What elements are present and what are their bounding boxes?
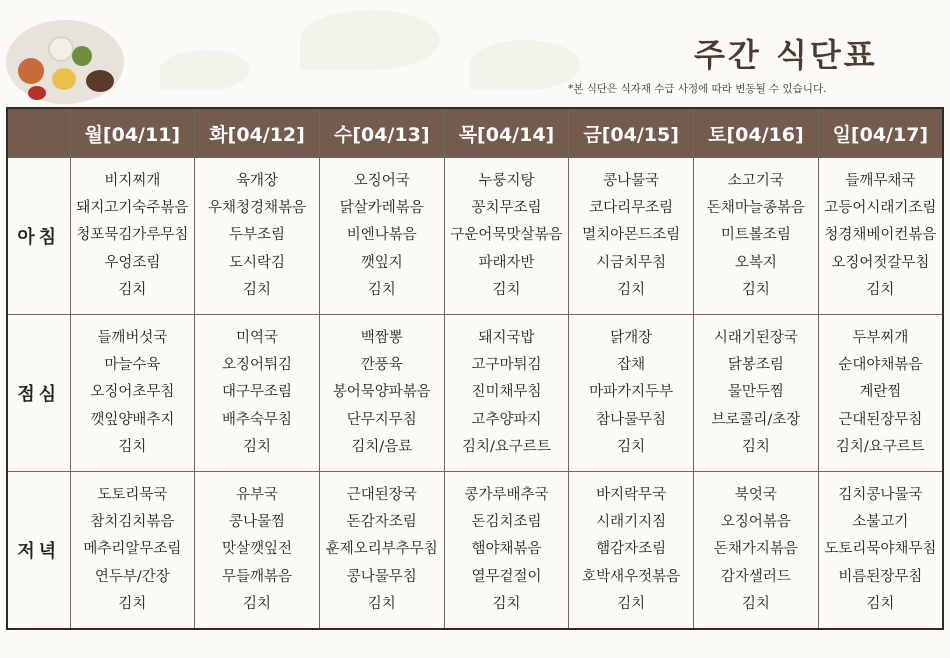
dish-icon [18, 58, 44, 84]
menu-item: 오징어볶음 [720, 514, 791, 531]
weekly-menu-table [6, 107, 944, 630]
menu-item: 오복지 [734, 254, 777, 271]
menu-item: 김치 [617, 438, 646, 455]
menu-item: 근대된장국 [346, 486, 417, 503]
menu-item: 누룽지탕 [478, 172, 535, 189]
menu-cell [818, 315, 943, 472]
meal-label: 점심 [7, 315, 70, 472]
menu-item: 김치 [367, 595, 396, 612]
menu-item: 유부국 [236, 486, 279, 503]
menu-item: 돈김치조림 [471, 514, 542, 531]
menu-item: 닭살카레볶음 [339, 200, 424, 217]
menu-item: 메추리알무조림 [83, 541, 182, 558]
meal-label: 저녁 [7, 472, 70, 630]
day-header: 월[04/11] [70, 108, 195, 158]
menu-item: 미트볼조림 [720, 227, 791, 244]
menu-item: 오징어국 [353, 172, 410, 189]
menu-item: 백짬뽕 [360, 329, 403, 346]
menu-item: 김치 [243, 438, 272, 455]
menu-item: 참나물무침 [596, 411, 667, 428]
menu-cell [70, 158, 195, 315]
menu-item: 들깨무채국 [845, 172, 916, 189]
menu-item: 맛살깻잎전 [222, 541, 293, 558]
menu-item: 봉어묵양파볶음 [332, 384, 431, 401]
menu-cell [694, 158, 819, 315]
menu-item: 도토리묵야채무침 [824, 541, 937, 558]
dish-icon [52, 68, 76, 90]
menu-item: 도토리묵국 [97, 486, 168, 503]
menu-item: 멸치아몬드조림 [582, 227, 681, 244]
menu-item: 김치/요구르트 [835, 438, 925, 455]
menu-item: 햄감자조림 [596, 541, 667, 558]
menu-item: 김치 [741, 595, 770, 612]
menu-item: 훈제오리부추무침 [325, 541, 438, 558]
menu-item: 콩나물찜 [229, 514, 286, 531]
menu-cell [569, 315, 694, 472]
menu-cell [319, 158, 444, 315]
menu-item: 비름된장무침 [838, 568, 923, 585]
menu-item: 브로콜리/초장 [711, 411, 801, 428]
menu-item: 김치 [367, 281, 396, 298]
menu-item: 우채청경채볶음 [208, 200, 307, 217]
menu-item: 오징어초무침 [90, 384, 175, 401]
dish-icon [28, 86, 46, 100]
menu-item: 마파가지두부 [589, 384, 674, 401]
menu-item: 육개장 [236, 172, 279, 189]
menu-item: 깐풍육 [360, 357, 403, 374]
korean-food-tray-icon [6, 20, 124, 104]
page-title: 주간 식단표 [694, 36, 878, 74]
menu-item: 김치 [118, 281, 147, 298]
menu-item: 감자샐러드 [720, 568, 791, 585]
menu-item: 순대야채볶음 [838, 357, 923, 374]
meal-row [7, 472, 943, 630]
menu-item: 오징어젓갈무침 [831, 254, 930, 271]
menu-item: 잡채 [617, 357, 646, 374]
menu-item: 김치 [741, 438, 770, 455]
menu-item: 열무겉절이 [471, 568, 542, 585]
menu-cell [569, 158, 694, 315]
menu-item: 김치 [741, 281, 770, 298]
menu-item: 배추숙무침 [222, 411, 293, 428]
menu-item: 콩가루배추국 [464, 486, 549, 503]
menu-cell [818, 472, 943, 630]
menu-item: 코다리무조림 [589, 200, 674, 217]
menu-item: 꽁치무조림 [471, 200, 542, 217]
menu-item: 김치 [118, 438, 147, 455]
menu-item: 김치 [617, 281, 646, 298]
dish-icon [86, 70, 114, 92]
day-header: 일[04/17] [818, 108, 943, 158]
menu-cell [70, 315, 195, 472]
menu-item: 참치김치볶음 [90, 514, 175, 531]
dish-icon [48, 36, 74, 62]
menu-item: 대구무조림 [222, 384, 293, 401]
menu-cell [195, 472, 320, 630]
menu-item: 돈채마늘종볶음 [706, 200, 805, 217]
menu-cell [569, 472, 694, 630]
menu-item: 닭봉조림 [727, 357, 784, 374]
menu-item: 미역국 [236, 329, 279, 346]
menu-item: 비지찌개 [104, 172, 161, 189]
menu-cell [694, 315, 819, 472]
meal-label: 아침 [7, 158, 70, 315]
menu-item: 파래자반 [478, 254, 535, 271]
menu-item: 고구마튀김 [471, 357, 542, 374]
menu-item: 도시락김 [229, 254, 286, 271]
menu-cell [818, 158, 943, 315]
menu-item: 깻잎양배추지 [90, 411, 175, 428]
day-header: 금[04/15] [569, 108, 694, 158]
menu-cell [195, 158, 320, 315]
menu-item: 콩나물무침 [346, 568, 417, 585]
menu-item: 구운어묵맛살볶음 [450, 227, 563, 244]
menu-cell [195, 315, 320, 472]
menu-item: 비엔나볶음 [346, 227, 417, 244]
menu-item: 시금치무침 [596, 254, 667, 271]
menu-body [7, 158, 943, 630]
menu-cell [444, 472, 569, 630]
menu-item: 무들깨볶음 [222, 568, 293, 585]
menu-item: 김치콩나물국 [838, 486, 923, 503]
menu-item: 오징어튀김 [222, 357, 293, 374]
menu-item: 콩나물국 [603, 172, 660, 189]
menu-item: 햄야채볶음 [471, 541, 542, 558]
menu-item: 고등어시래기조림 [824, 200, 937, 217]
menu-item: 돈감자조림 [346, 514, 417, 531]
corner-cell [7, 108, 70, 158]
day-header: 토[04/16] [694, 108, 819, 158]
menu-item: 김치 [866, 595, 895, 612]
menu-item: 시래기된장국 [713, 329, 798, 346]
meal-row [7, 315, 943, 472]
menu-item: 김치 [866, 281, 895, 298]
menu-item: 김치 [243, 281, 272, 298]
menu-item: 돼지국밥 [478, 329, 535, 346]
day-header: 수[04/13] [319, 108, 444, 158]
menu-item: 마늘수육 [104, 357, 161, 374]
day-header-row [7, 108, 943, 158]
notice-text: *본 식단은 식자재 수급 사정에 따라 변동될 수 있습니다. [568, 83, 827, 95]
menu-item: 호박새우젓볶음 [582, 568, 681, 585]
menu-item: 김치/요구르트 [461, 438, 551, 455]
menu-item: 계란찜 [859, 384, 902, 401]
menu-cell [319, 472, 444, 630]
menu-item: 단무지무침 [346, 411, 417, 428]
menu-item: 바지락무국 [596, 486, 667, 503]
menu-item: 청경채베이컨볶음 [824, 227, 937, 244]
menu-item: 김치 [118, 595, 147, 612]
day-header: 목[04/14] [444, 108, 569, 158]
menu-item: 돼지고기숙주볶음 [76, 200, 189, 217]
day-header: 화[04/12] [195, 108, 320, 158]
menu-item: 깻잎지 [360, 254, 403, 271]
menu-item: 청포묵김가루무침 [76, 227, 189, 244]
menu-item: 들깨버섯국 [97, 329, 168, 346]
menu-item: 두부찌개 [852, 329, 909, 346]
menu-item: 김치 [492, 595, 521, 612]
menu-item: 돈채가지볶음 [713, 541, 798, 558]
dish-icon [72, 46, 92, 66]
menu-cell [444, 315, 569, 472]
menu-item: 김치 [243, 595, 272, 612]
menu-item: 소불고기 [852, 514, 909, 531]
menu-item: 김치 [492, 281, 521, 298]
menu-item: 고추양파지 [471, 411, 542, 428]
menu-item: 두부조림 [229, 227, 286, 244]
menu-item: 진미채무침 [471, 384, 542, 401]
meal-row [7, 158, 943, 315]
header [0, 0, 950, 108]
menu-item: 북엇국 [734, 486, 777, 503]
menu-item: 소고기국 [727, 172, 784, 189]
menu-cell [444, 158, 569, 315]
menu-item: 물만두찜 [727, 384, 784, 401]
menu-item: 닭개장 [610, 329, 653, 346]
menu-item: 김치/음료 [351, 438, 413, 455]
menu-cell [319, 315, 444, 472]
menu-item: 김치 [617, 595, 646, 612]
menu-cell [70, 472, 195, 630]
menu-item: 우엉조림 [104, 254, 161, 271]
menu-item: 근대된장무침 [838, 411, 923, 428]
menu-cell [694, 472, 819, 630]
menu-item: 연두부/간장 [94, 568, 170, 585]
menu-item: 시래기지짐 [596, 514, 667, 531]
